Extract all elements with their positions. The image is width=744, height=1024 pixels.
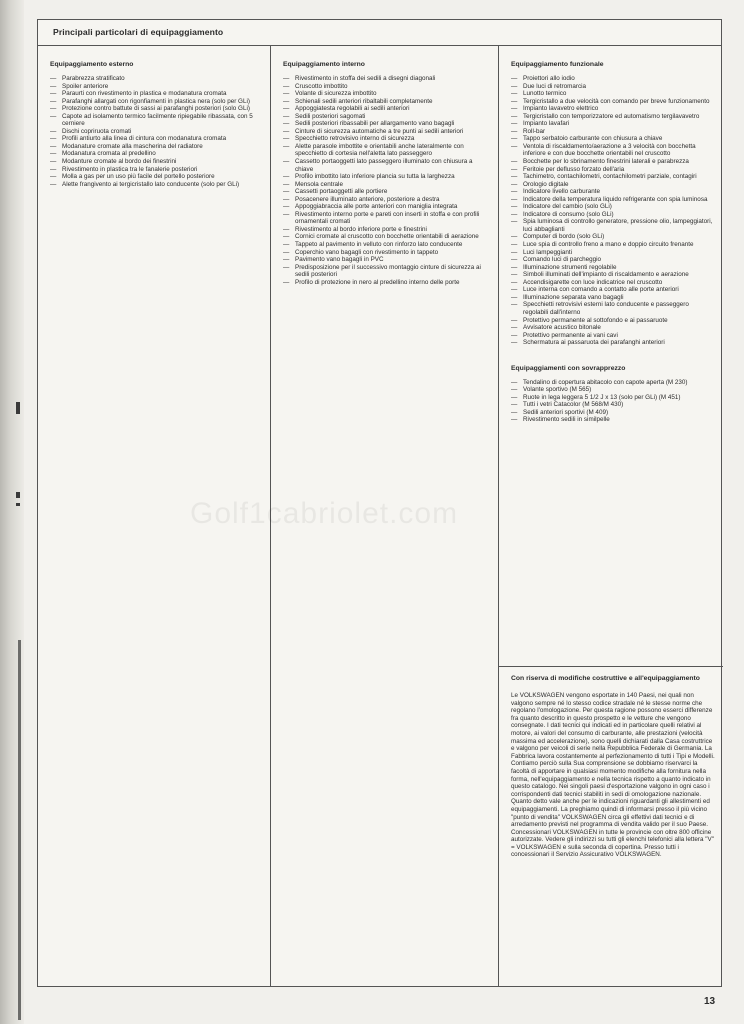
binding-mark: [16, 503, 20, 506]
list-item: — Tutti i vetri Catacolor (M 568/M 430): [511, 401, 715, 409]
list-item: — Proiettori allo iodio: [511, 75, 715, 83]
list-item: — Roll-bar: [511, 128, 715, 136]
list-item: — Mensola centrale: [283, 181, 490, 189]
list-item: — Spoiler anteriore: [50, 83, 262, 91]
list-item: — Protezione contro battute di sassi ai parafanghi posteriori (solo GLi): [50, 105, 262, 113]
section-title-exterior: Equipaggiamento esterno: [50, 61, 134, 68]
list-item: — Indicatore di consumo (solo GLi): [511, 211, 715, 219]
list-item: — Rivestimento in stoffa dei sedili a disegni diagonali: [283, 75, 490, 83]
list-item: — Specchietti retrovisivi esterni lato conducente e passeggero regolabili dall'interno: [511, 301, 715, 316]
list-item: — Luce interna con comando a contatto alle porte anteriori: [511, 286, 715, 294]
list-item: — Lunotto termico: [511, 90, 715, 98]
list-item: — Impianto lavavetro elettrico: [511, 105, 715, 113]
list-item: — Volante sportivo (M 565): [511, 386, 715, 394]
list-item: — Modanture cromate al bordo dei finestrini: [50, 158, 262, 166]
list-item: — Sedili posteriori ribassabili per allargamento vano bagagli: [283, 120, 490, 128]
list-item: — Specchietto retrovisivo interno di sicurezza: [283, 135, 490, 143]
notice-box: [498, 666, 723, 986]
watermark: Golf1cabriolet.com: [190, 497, 459, 530]
list-item: — Indicatore del cambio (solo GLi): [511, 203, 715, 211]
optional-extras-list: [511, 379, 715, 424]
list-item: — Illuminazione strumenti regolabile: [511, 264, 715, 272]
list-item: — Posacenere illuminato anteriore, posteriore a destra: [283, 196, 490, 204]
list-item: — Predisposizione per il successivo montaggio cinture di sicurezza ai sedili posteriori: [283, 264, 490, 279]
list-item: — Alette frangivento ai tergicristallo lato conducente (solo per GLi): [50, 181, 262, 189]
list-item: — Capote ad isolamento termico facilmente ripiegabile ribassata, con 5 cerniere: [50, 113, 262, 128]
column-functional-equipment: [498, 46, 723, 666]
list-item: — Luci lampeggianti: [511, 249, 715, 257]
list-item: — Profilo di protezione in nero al predellino interno delle porte: [283, 279, 490, 287]
list-item: — Rivestimento al bordo inferiore porte e finestrini: [283, 226, 490, 234]
list-item: — Tappo serbatoio carburante con chiusura a chiave: [511, 135, 715, 143]
list-item: — Tachimetro, contachilometri, contachilometri parziale, contagiri: [511, 173, 715, 181]
list-item: — Protettivo permanente al sottofondo e ai passaruote: [511, 317, 715, 325]
list-item: — Computer di bordo (solo GLi): [511, 233, 715, 241]
list-item: — Volante di sicurezza imbottito: [283, 90, 490, 98]
list-item: — Indicatore della temperatura liquido refrigerante con spia luminosa: [511, 196, 715, 204]
list-item: — Due luci di retromarcia: [511, 83, 715, 91]
list-item: — Tappeto al pavimento in velluto con rinforzo lato conducente: [283, 241, 490, 249]
list-item: — Impianto lavafari: [511, 120, 715, 128]
list-item: — Avvisatore acustico bitonale: [511, 324, 715, 332]
list-item: — Sedili posteriori sagomati: [283, 113, 490, 121]
page-title: Principali particolari di equipaggiamento: [53, 27, 224, 37]
notice-title: Con riserva di modifiche costruttive e all'equipaggiamento: [511, 675, 700, 682]
list-item: — Ventola di riscaldamento/aerazione a 3 velocità con bocchetta inferiore e con due bocchette orientabili nel cruscotto: [511, 143, 715, 158]
list-item: — Illuminazione separata vano bagagli: [511, 294, 715, 302]
list-item: — Appoggiabraccia alle porte anteriori con maniglia integrata: [283, 203, 490, 211]
list-item: — Accendisigarette con luce indicatrice nel cruscotto: [511, 279, 715, 287]
functional-equipment-list: [511, 75, 715, 347]
table-header: [38, 20, 721, 46]
list-item: — Cornici cromate al cruscotto con bocchette orientabili di aerazione: [283, 233, 490, 241]
exterior-equipment-list: [50, 75, 262, 188]
section-title-interior: Equipaggiamento interno: [283, 61, 365, 68]
list-item: — Cruscotto imbottito: [283, 83, 490, 91]
list-item: — Coperchio vano bagagli con rivestimento in tappeto: [283, 249, 490, 257]
list-item: — Orologio digitale: [511, 181, 715, 189]
list-item: — Protettivo permanente ai vani cavi: [511, 332, 715, 340]
list-item: — Indicatore livello carburante: [511, 188, 715, 196]
list-item: — Schienali sedili anteriori ribaltabili completamente: [283, 98, 490, 106]
list-item: — Ruote in lega leggera 5 1/2 J x 13 (solo per GLi) (M 451): [511, 394, 715, 402]
list-item: — Cinture di sicurezza automatiche a tre punti ai sedili anteriori: [283, 128, 490, 136]
binding-mark: [18, 640, 21, 1020]
list-item: — Schermatura ai passaruota dei parafanghi anteriori: [511, 339, 715, 347]
list-item: — Paraurti con rivestimento in plastica e modanatura cromata: [50, 90, 262, 98]
list-item: — Dischi copriruota cromati: [50, 128, 262, 136]
list-item: — Rivestimento sedili in similpelle: [511, 416, 715, 424]
list-item: — Profili antiurto alla linea di cintura con modanatura cromata: [50, 135, 262, 143]
list-item: — Rivestimento interno porte e pareti con inserti in stoffa e con profili ornamentali cromati: [283, 211, 490, 226]
list-item: — Pavimento vano bagagli in PVC: [283, 256, 490, 264]
section-title-optional-extras: Equipaggiamenti con sovrapprezzo: [511, 364, 626, 372]
list-item: — Feritoie per deflusso forzato dell'aria: [511, 166, 715, 174]
list-item: — Parafanghi allargati con rigonfiamenti in plastica nera (solo per GLi): [50, 98, 262, 106]
page-binding-edge: [0, 0, 24, 1024]
list-item: — Modanatura cromata al predellino: [50, 150, 262, 158]
list-item: — Molla a gas per un uso più facile del portello posteriore: [50, 173, 262, 181]
list-item: — Tergicristallo a due velocità con comando per breve funzionamento: [511, 98, 715, 106]
interior-equipment-list: [283, 75, 490, 286]
binding-mark: [16, 492, 20, 498]
page-number: 13: [704, 996, 716, 1007]
list-item: — Cassetto portaoggetti lato passeggero illuminato con chiusura a chiave: [283, 158, 490, 173]
list-item: — Parabrezza stratificato: [50, 75, 262, 83]
binding-mark: [16, 402, 20, 414]
list-item: — Comando luci di parcheggio: [511, 256, 715, 264]
list-item: — Luce spia di controllo freno a mano e doppio circuito frenante: [511, 241, 715, 249]
section-title-functional: Equipaggiamento funzionale: [511, 61, 604, 68]
list-item: — Bocchette per lo sbrinamento finestrini laterali e parabrezza: [511, 158, 715, 166]
list-item: — Appoggiatesta regolabili ai sedili anteriori: [283, 105, 490, 113]
list-item: — Modanature cromate alla mascherina del radiatore: [50, 143, 262, 151]
list-item: — Cassetti portaoggetti alle portiere: [283, 188, 490, 196]
list-item: — Spia luminosa di controllo generatore, pressione olio, lampeggiatori, luci abbaglianti: [511, 218, 715, 233]
list-item: — Alette parasole imbottite e orientabili anche lateralmente con specchietto di cortesia nell'aletta lato passeggero: [283, 143, 490, 158]
list-item: — Tergicristallo con temporizzatore ed automatismo tergilavavetro: [511, 113, 715, 121]
list-item: — Tendalino di copertura abitacolo con capote aperta (M 230): [511, 379, 715, 387]
list-item: — Sedili anteriori sportivi (M 409): [511, 409, 715, 417]
notice-text: Le VOLKSWAGEN vengono esportate in 140 Paesi, nei quali non valgono sempre né lo stesso codice stradale né le stesse norme che regolano l'omologazione. Per questa ragione possono esserci differenze fra quanto descritto in questo prospetto e le vetture che vengono consegnate. I dati tecnici qui indicati ed in particolare quelli relativi al motore, ai valori del consumo di carburante, alle prestazioni (velocità massima ed accelerazione), sono quelli dichiarati dalla Casa costruttrice e valgono per veicoli di serie nella Repubblica Federale di Germania. La Fabbrica lavora costantemente al perfezionamento di tutti i Tipi e Modelli. Contiamo perciò sulla Sua comprensione se dobbiamo riservarci la facoltà di apportare in qualsiasi momento modifiche alla fornitura nella forma, nell'equipaggiamento e nella tecnica rispetto a quanto indicato in questo catalogo. Nei singoli paesi d'esportazione valgono in ogni caso i corrispondenti dati tecnici stabiliti in sedi di omologazione nazionale. Quanto detto vale anche per le indicazioni riguardanti gli allestimenti ed equipaggiamenti. La preghiamo quindi di informarsi presso il più vicino "punto di vendita" VOLKSWAGEN circa gli effettivi dati tecnici e di arredamento previsti nel programma di vendita valido per il suo Paese. Concessionari VOLKSWAGEN in tutte le provincie con oltre 800 officine autorizzate. Vedere gli indirizzi su tutti gli elenchi telefonici alla lettera "V" = VOLKSWAGEN e sulla seconda di copertina. Presso tutti i concessionari il Servizio Assicurativo VOLKSWAGEN.: [511, 692, 715, 859]
list-item: — Rivestimento in plastica tra le fanalerie posteriori: [50, 166, 262, 174]
list-item: — Simboli illuminati dell'impianto di riscaldamento e aerazione: [511, 271, 715, 279]
list-item: — Profilo imbottito lato inferiore plancia su tutta la larghezza: [283, 173, 490, 181]
